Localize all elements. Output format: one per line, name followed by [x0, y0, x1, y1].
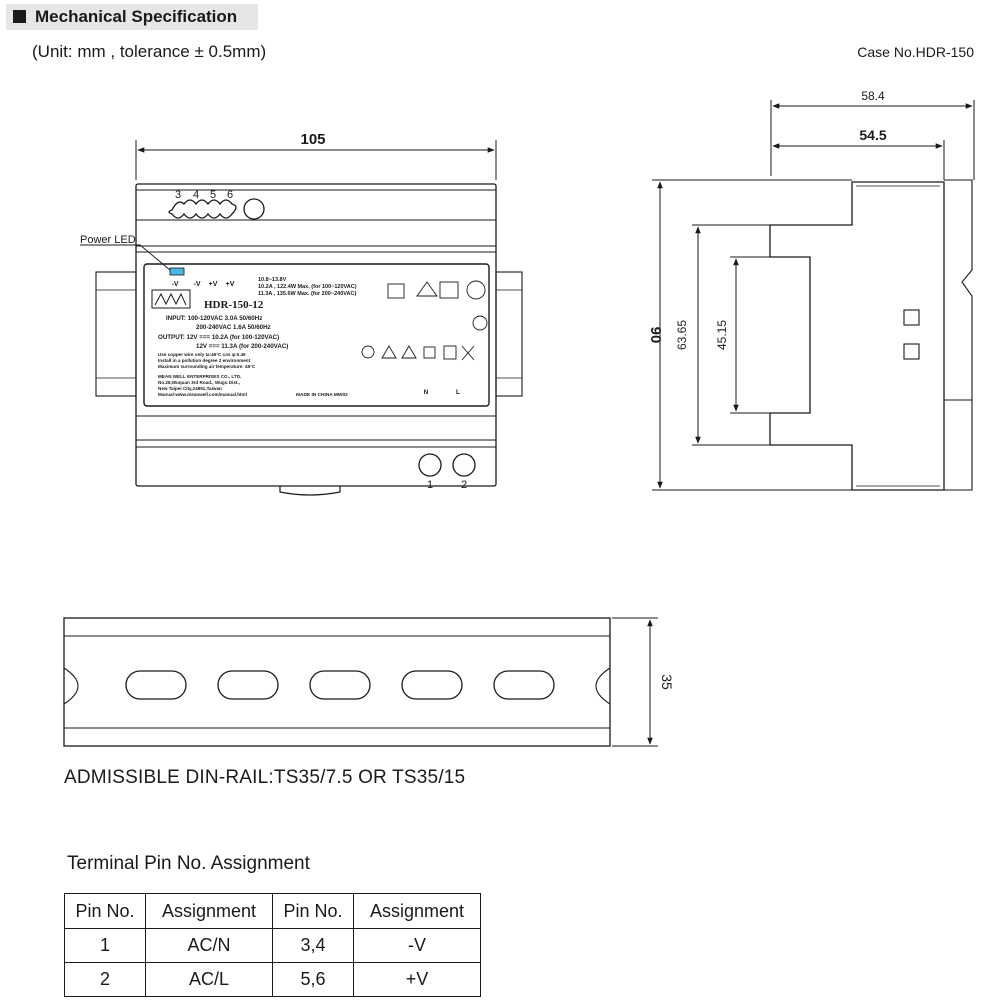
rail-slot-4	[402, 671, 462, 699]
side-profile	[770, 182, 944, 490]
section-title: Mechanical Specification	[35, 7, 238, 26]
din-rail	[64, 618, 610, 746]
label-maker-1: MEAN WELL ENTERPRISES CO., LTD.	[158, 374, 242, 379]
rail-height-text: 35	[659, 674, 675, 690]
label-note-1: Use copper wire only ta:45°C cos φ:0.45	[158, 352, 246, 357]
din-rail-note: ADMISSIBLE DIN-RAIL:TS35/7.5 OR TS35/15	[64, 767, 466, 788]
terminal-2	[453, 454, 475, 476]
table-cell: 5,6	[273, 963, 354, 997]
front-view	[80, 140, 522, 495]
output-mark-2: -V	[193, 281, 201, 288]
header-assignment-2: Assignment	[354, 894, 481, 929]
rail-slot-1	[126, 671, 186, 699]
pin-table-title: Terminal Pin No. Assignment	[67, 853, 310, 874]
terminal-label-1: 1	[426, 479, 434, 491]
rail-slot-2	[218, 671, 278, 699]
label-input-1: INPUT: 100-120VAC 3.0A 50/60Hz	[166, 315, 263, 322]
label-note-3: Maximum surrounding air temperature: 45°C	[158, 364, 256, 369]
height-text: 90	[647, 326, 664, 344]
label-made-in: MADE IN CHINA MW02	[296, 393, 348, 398]
side-view	[652, 100, 974, 490]
rail-slot-5	[494, 671, 554, 699]
terminal-1	[419, 454, 441, 476]
terminal-label-2: 2	[460, 479, 468, 491]
top-terminal-block	[169, 200, 236, 218]
output-mark-4: +V	[225, 281, 235, 288]
inner-height-text: 63.65	[675, 319, 689, 351]
label-n-mark: N	[423, 389, 429, 396]
din-rail-view	[64, 618, 658, 746]
unit-note: (Unit: mm , tolerance ± 0.5mm)	[32, 42, 267, 61]
case-number: Case No.HDR-150	[857, 44, 974, 60]
depth-body-text: 54.5	[859, 127, 887, 143]
table-cell: +V	[354, 963, 481, 997]
terminal-label-5: 5	[209, 189, 217, 201]
label-note-2: Install in a pollution degree 2 environment	[158, 358, 251, 363]
table-row	[65, 929, 481, 963]
inner-height2-text: 45.15	[715, 319, 729, 351]
top-terminal-extra	[244, 199, 264, 219]
label-input-2: 200-240VAC 1.6A 50/60Hz	[196, 324, 271, 331]
pin-assignment-table	[64, 893, 481, 997]
table-cell: 3,4	[273, 929, 354, 963]
header-pin-no-1: Pin No.	[65, 894, 146, 929]
table-cell: 2	[65, 963, 146, 997]
label-output-1: OUTPUT: 12V === 10.2A (for 100-120VAC)	[158, 334, 280, 341]
label-maker-3: New Taipei City,24891,Taiwan	[158, 386, 222, 391]
table-cell: -V	[354, 929, 481, 963]
output-mark-3: +V	[208, 281, 218, 288]
label-maker-4: Manual:www.meanwell.com/manual.html	[158, 392, 247, 397]
label-maker-2: No.28,Wuquan 3rd Road., Wugu Dist.,	[158, 380, 241, 385]
label-l-mark: L	[456, 389, 460, 396]
table-row	[65, 963, 481, 997]
rail-slot-3	[310, 671, 370, 699]
width-dimension-text: 105	[300, 131, 326, 148]
output-mark-1: -V	[171, 281, 179, 288]
table-cell: 1	[65, 929, 146, 963]
label-adj-line2: 10.2A , 122.4W Max. (for 100~120VAC)	[258, 284, 357, 290]
table-cell: AC/N	[146, 929, 273, 963]
vent-slot-2	[904, 344, 919, 359]
header-assignment-1: Assignment	[146, 894, 273, 929]
label-output-2: 12V === 11.3A (for 200-240VAC)	[196, 343, 289, 350]
depth-total-text: 58.4	[861, 89, 885, 103]
label-adj-line: 10.8~13.8V	[258, 277, 287, 283]
label-adj-line3: 11.3A , 135.6W Max. (for 200~240VAC)	[258, 291, 357, 297]
terminal-label-6: 6	[226, 189, 234, 201]
table-header-row	[65, 894, 481, 929]
label-model: HDR-150-12	[204, 299, 264, 311]
terminal-label-4: 4	[192, 189, 200, 201]
power-led-label: Power LED	[80, 234, 136, 246]
table-cell: AC/L	[146, 963, 273, 997]
vent-slot-1	[904, 310, 919, 325]
header-pin-no-2: Pin No.	[273, 894, 354, 929]
power-led	[170, 268, 184, 275]
terminal-label-3: 3	[174, 189, 182, 201]
